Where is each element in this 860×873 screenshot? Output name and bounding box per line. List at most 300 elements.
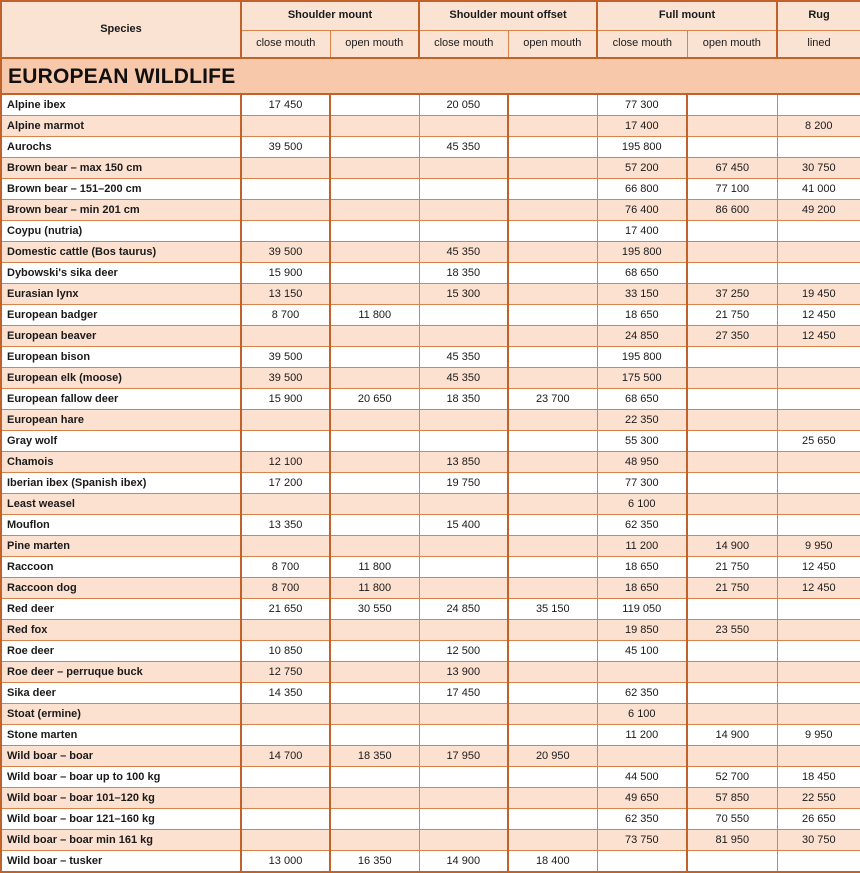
cell-value: 16 350 <box>330 851 419 873</box>
cell-value: 39 500 <box>241 242 330 263</box>
cell-value <box>687 452 777 473</box>
cell-value <box>419 725 508 746</box>
cell-species: Wild boar – boar <box>1 746 241 767</box>
cell-value <box>330 410 419 431</box>
cell-value <box>687 347 777 368</box>
cell-species: European beaver <box>1 326 241 347</box>
cell-value <box>508 305 597 326</box>
cell-value <box>687 410 777 431</box>
cell-value <box>508 536 597 557</box>
cell-value <box>330 368 419 389</box>
cell-value <box>330 767 419 788</box>
cell-value <box>330 452 419 473</box>
table-row <box>1 515 860 536</box>
cell-value: 70 550 <box>687 809 777 830</box>
cell-value <box>508 431 597 452</box>
cell-species: Iberian ibex (Spanish ibex) <box>1 473 241 494</box>
cell-value <box>508 830 597 851</box>
cell-value: 9 950 <box>777 725 860 746</box>
table-body <box>1 58 860 94</box>
cell-value <box>419 221 508 242</box>
cell-value: 12 750 <box>241 662 330 683</box>
cell-value <box>508 641 597 662</box>
cell-value: 39 500 <box>241 368 330 389</box>
table-row <box>1 767 860 788</box>
cell-value <box>330 662 419 683</box>
cell-value <box>330 725 419 746</box>
cell-value <box>508 662 597 683</box>
cell-value: 8 200 <box>777 116 860 137</box>
cell-value <box>508 494 597 515</box>
cell-value: 26 650 <box>777 809 860 830</box>
header-sub-offset-close[interactable]: close mouth <box>419 31 508 59</box>
cell-value <box>241 494 330 515</box>
table-row <box>1 242 860 263</box>
cell-value: 11 800 <box>330 557 419 578</box>
cell-value <box>597 851 687 873</box>
header-sub-full-open[interactable]: open mouth <box>687 31 777 59</box>
cell-value <box>508 452 597 473</box>
cell-value <box>241 830 330 851</box>
table-row <box>1 494 860 515</box>
table-row <box>1 851 860 873</box>
cell-value: 27 350 <box>687 326 777 347</box>
cell-value <box>508 578 597 599</box>
cell-species: Brown bear – 151–200 cm <box>1 179 241 200</box>
cell-value: 66 800 <box>597 179 687 200</box>
cell-value <box>687 704 777 725</box>
cell-value <box>330 788 419 809</box>
cell-value <box>508 368 597 389</box>
cell-value <box>241 326 330 347</box>
table-row <box>1 431 860 452</box>
cell-value <box>330 94 419 116</box>
cell-value: 15 300 <box>419 284 508 305</box>
cell-value: 8 700 <box>241 557 330 578</box>
cell-value <box>419 200 508 221</box>
cell-value <box>419 116 508 137</box>
cell-value: 6 100 <box>597 494 687 515</box>
cell-species: Red deer <box>1 599 241 620</box>
cell-value: 49 200 <box>777 200 860 221</box>
cell-value: 12 450 <box>777 326 860 347</box>
cell-value <box>777 662 860 683</box>
cell-species: Red fox <box>1 620 241 641</box>
cell-value: 41 000 <box>777 179 860 200</box>
table-row <box>1 221 860 242</box>
table-row <box>1 368 860 389</box>
cell-value <box>330 515 419 536</box>
cell-value <box>687 515 777 536</box>
cell-value: 24 850 <box>419 599 508 620</box>
cell-species: Stoat (ermine) <box>1 704 241 725</box>
cell-value: 195 800 <box>597 347 687 368</box>
cell-value <box>687 494 777 515</box>
cell-value <box>330 137 419 158</box>
cell-species: Wild boar – tusker <box>1 851 241 873</box>
cell-value: 195 800 <box>597 242 687 263</box>
cell-value: 19 450 <box>777 284 860 305</box>
table-row <box>1 158 860 179</box>
header-group-row <box>1 1 860 31</box>
cell-value <box>330 431 419 452</box>
cell-value <box>508 809 597 830</box>
cell-value <box>330 683 419 704</box>
cell-value: 62 350 <box>597 809 687 830</box>
cell-value <box>241 767 330 788</box>
header-sub-offset-open[interactable]: open mouth <box>508 31 597 59</box>
cell-value: 55 300 <box>597 431 687 452</box>
cell-value <box>241 536 330 557</box>
cell-value <box>687 599 777 620</box>
cell-species: Mouflon <box>1 515 241 536</box>
cell-value: 21 650 <box>241 599 330 620</box>
cell-value: 14 350 <box>241 683 330 704</box>
cell-species: Wild boar – boar 101–120 kg <box>1 788 241 809</box>
cell-value: 62 350 <box>597 515 687 536</box>
cell-value <box>419 431 508 452</box>
cell-value: 6 100 <box>597 704 687 725</box>
cell-value: 19 750 <box>419 473 508 494</box>
cell-value <box>508 158 597 179</box>
cell-value <box>687 137 777 158</box>
header-species[interactable]: Species <box>1 1 241 58</box>
cell-value <box>508 179 597 200</box>
table-data-rows <box>1 94 860 872</box>
cell-value: 15 900 <box>241 263 330 284</box>
cell-value: 17 450 <box>419 683 508 704</box>
cell-value: 49 650 <box>597 788 687 809</box>
cell-value: 57 850 <box>687 788 777 809</box>
cell-species: Domestic cattle (Bos taurus) <box>1 242 241 263</box>
table-row <box>1 725 860 746</box>
cell-value <box>419 704 508 725</box>
cell-value <box>777 473 860 494</box>
table-row <box>1 662 860 683</box>
cell-value <box>419 326 508 347</box>
cell-value: 14 900 <box>687 725 777 746</box>
cell-value: 17 450 <box>241 94 330 116</box>
cell-value: 45 350 <box>419 242 508 263</box>
cell-value: 20 650 <box>330 389 419 410</box>
cell-value <box>508 410 597 431</box>
cell-value: 68 650 <box>597 389 687 410</box>
cell-value: 52 700 <box>687 767 777 788</box>
cell-species: European badger <box>1 305 241 326</box>
cell-value <box>687 94 777 116</box>
cell-value: 8 700 <box>241 305 330 326</box>
cell-value <box>241 809 330 830</box>
cell-value: 17 200 <box>241 473 330 494</box>
cell-value: 18 450 <box>777 767 860 788</box>
cell-value <box>508 725 597 746</box>
cell-species: Brown bear – max 150 cm <box>1 158 241 179</box>
cell-value <box>419 767 508 788</box>
cell-value <box>687 242 777 263</box>
cell-value <box>330 242 419 263</box>
table-row <box>1 305 860 326</box>
cell-value <box>241 116 330 137</box>
cell-species: Coypu (nutria) <box>1 221 241 242</box>
cell-value: 14 700 <box>241 746 330 767</box>
cell-value: 39 500 <box>241 137 330 158</box>
cell-value <box>330 326 419 347</box>
cell-value: 18 650 <box>597 305 687 326</box>
table-row <box>1 746 860 767</box>
cell-value <box>687 641 777 662</box>
cell-value: 19 850 <box>597 620 687 641</box>
cell-value <box>330 221 419 242</box>
cell-value <box>687 368 777 389</box>
cell-value: 77 300 <box>597 94 687 116</box>
cell-value: 9 950 <box>777 536 860 557</box>
cell-value <box>777 851 860 873</box>
cell-value <box>330 536 419 557</box>
cell-value <box>419 494 508 515</box>
cell-species: Wild boar – boar min 161 kg <box>1 830 241 851</box>
cell-value <box>419 809 508 830</box>
table-row <box>1 788 860 809</box>
cell-value: 45 350 <box>419 137 508 158</box>
table-row <box>1 326 860 347</box>
cell-value: 18 350 <box>419 263 508 284</box>
table-row <box>1 473 860 494</box>
cell-value <box>419 158 508 179</box>
cell-value <box>687 473 777 494</box>
cell-value <box>687 221 777 242</box>
table-row <box>1 830 860 851</box>
cell-species: European bison <box>1 347 241 368</box>
table-row <box>1 137 860 158</box>
cell-value <box>330 620 419 641</box>
cell-value <box>241 179 330 200</box>
cell-species: Wild boar – boar 121–160 kg <box>1 809 241 830</box>
cell-value <box>419 830 508 851</box>
header-sub-shoulder-open[interactable]: open mouth <box>330 31 419 59</box>
cell-value: 17 400 <box>597 221 687 242</box>
cell-value <box>419 305 508 326</box>
cell-value: 18 400 <box>508 851 597 873</box>
cell-value <box>330 704 419 725</box>
table-row <box>1 536 860 557</box>
cell-value <box>777 494 860 515</box>
cell-value <box>241 788 330 809</box>
cell-value <box>330 347 419 368</box>
cell-species: Gray wolf <box>1 431 241 452</box>
cell-value <box>777 746 860 767</box>
header-group-shoulder-mount[interactable]: Shoulder mount <box>241 1 419 31</box>
section-banner-cell <box>1 58 860 94</box>
header-sub-full-close[interactable]: close mouth <box>597 31 687 59</box>
cell-value <box>777 620 860 641</box>
table-row <box>1 263 860 284</box>
cell-value: 39 500 <box>241 347 330 368</box>
cell-value <box>508 788 597 809</box>
cell-value <box>777 599 860 620</box>
cell-value: 73 750 <box>597 830 687 851</box>
cell-value <box>597 746 687 767</box>
cell-value: 13 150 <box>241 284 330 305</box>
cell-value <box>777 221 860 242</box>
cell-value: 35 150 <box>508 599 597 620</box>
cell-value: 11 200 <box>597 536 687 557</box>
cell-value <box>508 116 597 137</box>
table-row <box>1 116 860 137</box>
cell-value <box>508 200 597 221</box>
cell-value <box>241 221 330 242</box>
cell-species: Dybowski's sika deer <box>1 263 241 284</box>
cell-value <box>419 578 508 599</box>
cell-value <box>419 620 508 641</box>
cell-species: Roe deer – perruque buck <box>1 662 241 683</box>
cell-value: 17 950 <box>419 746 508 767</box>
cell-value: 14 900 <box>687 536 777 557</box>
cell-value <box>419 788 508 809</box>
cell-value: 175 500 <box>597 368 687 389</box>
cell-value <box>777 452 860 473</box>
cell-value: 18 350 <box>330 746 419 767</box>
cell-value <box>508 137 597 158</box>
cell-value <box>241 725 330 746</box>
table-row <box>1 284 860 305</box>
cell-value <box>330 200 419 221</box>
cell-species: Alpine ibex <box>1 94 241 116</box>
header-sub-rug-lined[interactable]: lined <box>777 31 860 59</box>
cell-value <box>777 641 860 662</box>
cell-value: 67 450 <box>687 158 777 179</box>
cell-value: 15 900 <box>241 389 330 410</box>
cell-species: Least weasel <box>1 494 241 515</box>
cell-value: 13 000 <box>241 851 330 873</box>
table-row <box>1 704 860 725</box>
cell-species: Raccoon <box>1 557 241 578</box>
cell-value <box>330 809 419 830</box>
table-row <box>1 94 860 116</box>
table-row <box>1 620 860 641</box>
cell-value <box>241 704 330 725</box>
table-row <box>1 599 860 620</box>
cell-value <box>597 662 687 683</box>
cell-species: Pine marten <box>1 536 241 557</box>
cell-value: 57 200 <box>597 158 687 179</box>
cell-value: 18 650 <box>597 557 687 578</box>
cell-value: 45 350 <box>419 347 508 368</box>
cell-value: 77 100 <box>687 179 777 200</box>
cell-value: 20 050 <box>419 94 508 116</box>
cell-species: Raccoon dog <box>1 578 241 599</box>
cell-value <box>508 242 597 263</box>
cell-value: 17 400 <box>597 116 687 137</box>
cell-value: 11 200 <box>597 725 687 746</box>
cell-value <box>777 515 860 536</box>
cell-value <box>687 851 777 873</box>
cell-value <box>508 704 597 725</box>
cell-value: 22 550 <box>777 788 860 809</box>
cell-species: European hare <box>1 410 241 431</box>
cell-value: 86 600 <box>687 200 777 221</box>
header-group-shoulder-mount-offset[interactable]: Shoulder mount offset <box>419 1 597 31</box>
cell-value <box>687 431 777 452</box>
cell-value <box>508 683 597 704</box>
cell-value <box>777 410 860 431</box>
cell-value: 37 250 <box>687 284 777 305</box>
cell-value: 77 300 <box>597 473 687 494</box>
cell-value: 44 500 <box>597 767 687 788</box>
cell-value: 24 850 <box>597 326 687 347</box>
header-sub-shoulder-close[interactable]: close mouth <box>241 31 330 59</box>
cell-value <box>508 515 597 536</box>
table-row <box>1 557 860 578</box>
cell-value <box>330 494 419 515</box>
cell-value: 22 350 <box>597 410 687 431</box>
cell-value <box>777 242 860 263</box>
cell-value <box>777 368 860 389</box>
cell-species: Aurochs <box>1 137 241 158</box>
table-row <box>1 200 860 221</box>
cell-value: 12 450 <box>777 557 860 578</box>
cell-species: Roe deer <box>1 641 241 662</box>
cell-value <box>241 620 330 641</box>
cell-value: 30 750 <box>777 158 860 179</box>
cell-species: Chamois <box>1 452 241 473</box>
cell-value <box>687 116 777 137</box>
cell-value <box>687 746 777 767</box>
table-row <box>1 683 860 704</box>
cell-species: Sika deer <box>1 683 241 704</box>
cell-value <box>241 431 330 452</box>
cell-value: 21 750 <box>687 578 777 599</box>
table-row <box>1 809 860 830</box>
cell-species: Stone marten <box>1 725 241 746</box>
cell-value <box>330 158 419 179</box>
cell-value: 12 450 <box>777 305 860 326</box>
header-group-full-mount[interactable]: Full mount <box>597 1 777 31</box>
cell-value: 12 100 <box>241 452 330 473</box>
cell-value: 21 750 <box>687 557 777 578</box>
cell-value: 13 350 <box>241 515 330 536</box>
cell-value <box>419 536 508 557</box>
cell-value: 45 100 <box>597 641 687 662</box>
cell-value: 21 750 <box>687 305 777 326</box>
cell-value <box>687 389 777 410</box>
table-row <box>1 578 860 599</box>
cell-value <box>777 389 860 410</box>
table-row <box>1 641 860 662</box>
cell-value: 10 850 <box>241 641 330 662</box>
table-row <box>1 347 860 368</box>
cell-value: 119 050 <box>597 599 687 620</box>
header-group-rug[interactable]: Rug <box>777 1 860 31</box>
cell-value: 8 700 <box>241 578 330 599</box>
cell-value: 13 900 <box>419 662 508 683</box>
cell-value <box>687 263 777 284</box>
cell-value: 30 550 <box>330 599 419 620</box>
cell-value <box>777 704 860 725</box>
cell-value <box>330 116 419 137</box>
cell-species: Eurasian lynx <box>1 284 241 305</box>
cell-value: 81 950 <box>687 830 777 851</box>
cell-value <box>330 641 419 662</box>
cell-value: 30 750 <box>777 830 860 851</box>
cell-value <box>687 683 777 704</box>
cell-value <box>687 662 777 683</box>
cell-value <box>508 94 597 116</box>
cell-value <box>330 263 419 284</box>
cell-value: 12 450 <box>777 578 860 599</box>
cell-value <box>508 284 597 305</box>
cell-value <box>777 94 860 116</box>
cell-value: 18 650 <box>597 578 687 599</box>
